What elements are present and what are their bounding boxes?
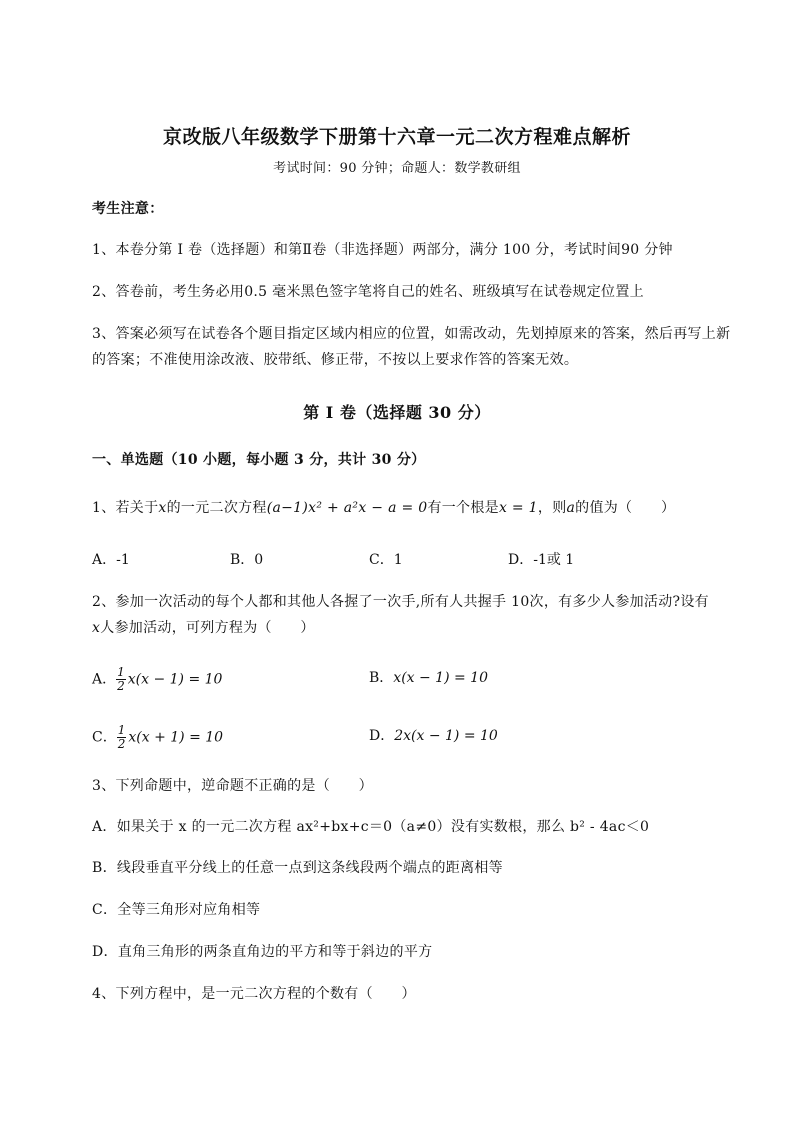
- q1-option-c[interactable]: C．1: [369, 552, 403, 568]
- q1-var-x: x: [158, 500, 167, 516]
- q1-var-a: a: [566, 500, 576, 516]
- q1-option-b[interactable]: B．0: [230, 552, 264, 568]
- q2-option-c[interactable]: [92, 724, 223, 751]
- q2-option-a-expr: x(x − 1) = 10: [127, 671, 223, 688]
- q3-option-b[interactable]: B．线段垂直平分线上的任意一点到这条线段两个端点的距离相等: [92, 860, 503, 876]
- q3-option-a[interactable]: A．如果关于 x 的一元二次方程 ax²+bx+c＝0（a≠0）没有实数根，那么 b² - 4ac＜0: [92, 819, 650, 835]
- fraction-numerator: 1: [117, 723, 126, 737]
- q1-mid: 的一元二次方程: [166, 500, 267, 516]
- q2-option-b-label: B．: [369, 670, 394, 686]
- q2-option-c-expr: x(x + 1) = 10: [128, 729, 224, 746]
- q2-option-c-label: C．: [92, 729, 117, 746]
- q2-option-c-fraction: [117, 724, 127, 751]
- q2-line-2-rest: 人参加活动，可列方程为（ ）: [100, 620, 315, 636]
- q1-equation: (a−1)x² + a²x − a = 0: [266, 500, 428, 516]
- question-2-line-2: [92, 618, 315, 638]
- q2-option-a-fraction: [116, 666, 126, 693]
- q2-option-b-expr: x(x − 1) = 10: [393, 670, 488, 686]
- notice-item-3-line-1: 3、答案必须写在试卷各个题目指定区域内相应的位置，如需改动，先划掉原来的答案，然后再写上新: [92, 326, 731, 342]
- q1-mid2: 有一个根是: [427, 500, 499, 516]
- notice-item-3-line-2: 的答案；不准使用涂改液、胶带纸、修正带，不按以上要求作答的答案无效。: [92, 352, 579, 368]
- q3-option-d[interactable]: D．直角三角形的两条直角边的平方和等于斜边的平方: [92, 944, 433, 960]
- q1-option-d[interactable]: D．-1或 1: [508, 552, 575, 568]
- q2-option-a[interactable]: [92, 666, 222, 693]
- part-heading: 一、单选题（10 小题，每小题 3 分，共计 30 分）: [92, 452, 426, 468]
- notice-item-1: 1、本卷分第 I 卷（选择题）和第Ⅱ卷（非选择题）两部分，满分 100 分，考试时间90 分钟: [92, 242, 673, 258]
- q2-option-d-expr: 2x(x − 1) = 10: [394, 728, 498, 744]
- exam-title: 京改版八年级数学下册第十六章一元二次方程难点解析: [162, 126, 631, 148]
- question-2-line-1: 2、参加一次活动的每个人都和其他人各握了一次手,所有人共握手 10次，有多少人参加活动?设有: [92, 594, 709, 610]
- q2-option-a-label: A．: [92, 671, 117, 688]
- question-3-stem: 3、下列命题中，逆命题不正确的是（ ）: [92, 778, 373, 794]
- exam-subtitle: 考试时间：90 分钟；命题人：数学教研组: [273, 161, 521, 176]
- fraction-denominator: 2: [117, 679, 125, 693]
- q2-option-d[interactable]: [369, 726, 498, 746]
- q1-root: x = 1: [498, 500, 538, 516]
- notice-item-2: 2、答卷前，考生务必用0.5 毫米黑色签字笔将自己的姓名、班级填写在试卷规定位置上: [92, 284, 644, 300]
- section-title: 第 I 卷（选择题 30 分）: [303, 403, 491, 422]
- q1-mid3: ，则: [537, 500, 567, 516]
- question-4-stem: 4、下列方程中，是一元二次方程的个数有（ ）: [92, 986, 416, 1002]
- q2-option-b[interactable]: [369, 668, 488, 688]
- q1-option-a[interactable]: A．-1: [92, 552, 130, 568]
- fraction-denominator: 2: [117, 737, 126, 751]
- question-1-stem: [92, 498, 675, 518]
- q2-option-d-label: D．: [369, 728, 395, 744]
- q2-var-x: x: [92, 620, 101, 636]
- fraction-numerator: 1: [117, 665, 125, 679]
- q1-prefix: 1、若关于: [92, 500, 159, 516]
- notice-heading: 考生注意：: [92, 201, 164, 217]
- q1-suffix: 的值为（ ）: [575, 500, 676, 516]
- q3-option-c[interactable]: C．全等三角形对应角相等: [92, 902, 261, 918]
